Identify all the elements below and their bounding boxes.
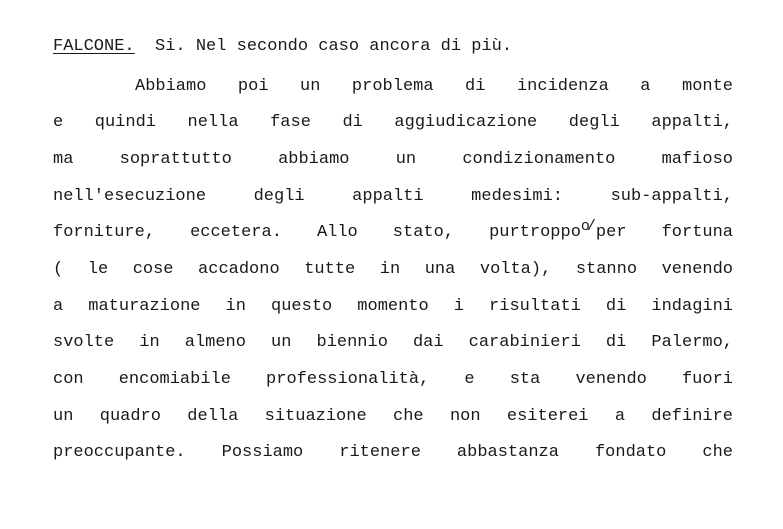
text-line: nell'esecuzione degli appalti medesimi: sub-appalti, [53,187,733,206]
handwritten-correction-mark: o/ [580,218,593,235]
text-segment: per fortuna [595,223,733,242]
speaker-line [53,37,733,57]
text-line: Abbiamo poi un problema di incidenza a monte [135,77,733,96]
text-line [53,218,733,243]
text-line: preoccupante. Possiamo ritenere abbastanza fondato che [53,443,733,462]
text-line: a maturazione in questo momento i risultati di indagini [53,297,733,316]
text-line: un quadro della situazione che non esiterei a definire [53,407,733,426]
text-line: con encomiabile professionalità, e sta venendo fuori [53,370,733,389]
text-line: e quindi nella fase di aggiudicazione degli appalti, [53,113,733,132]
text-line: ma soprattutto abbiamo un condizionamento mafioso [53,150,733,169]
speaker-name: FALCONE. [53,37,135,56]
speaker-reply: Si. Nel secondo caso ancora di più. [155,37,513,56]
text-line: svolte in almeno un biennio dai carabinieri di Palermo, [53,333,733,352]
text-segment: forniture, eccetera. Allo stato, purtroppo [53,223,581,242]
text-line: ( le cose accadono tutte in una volta), stanno venendo [53,260,733,279]
